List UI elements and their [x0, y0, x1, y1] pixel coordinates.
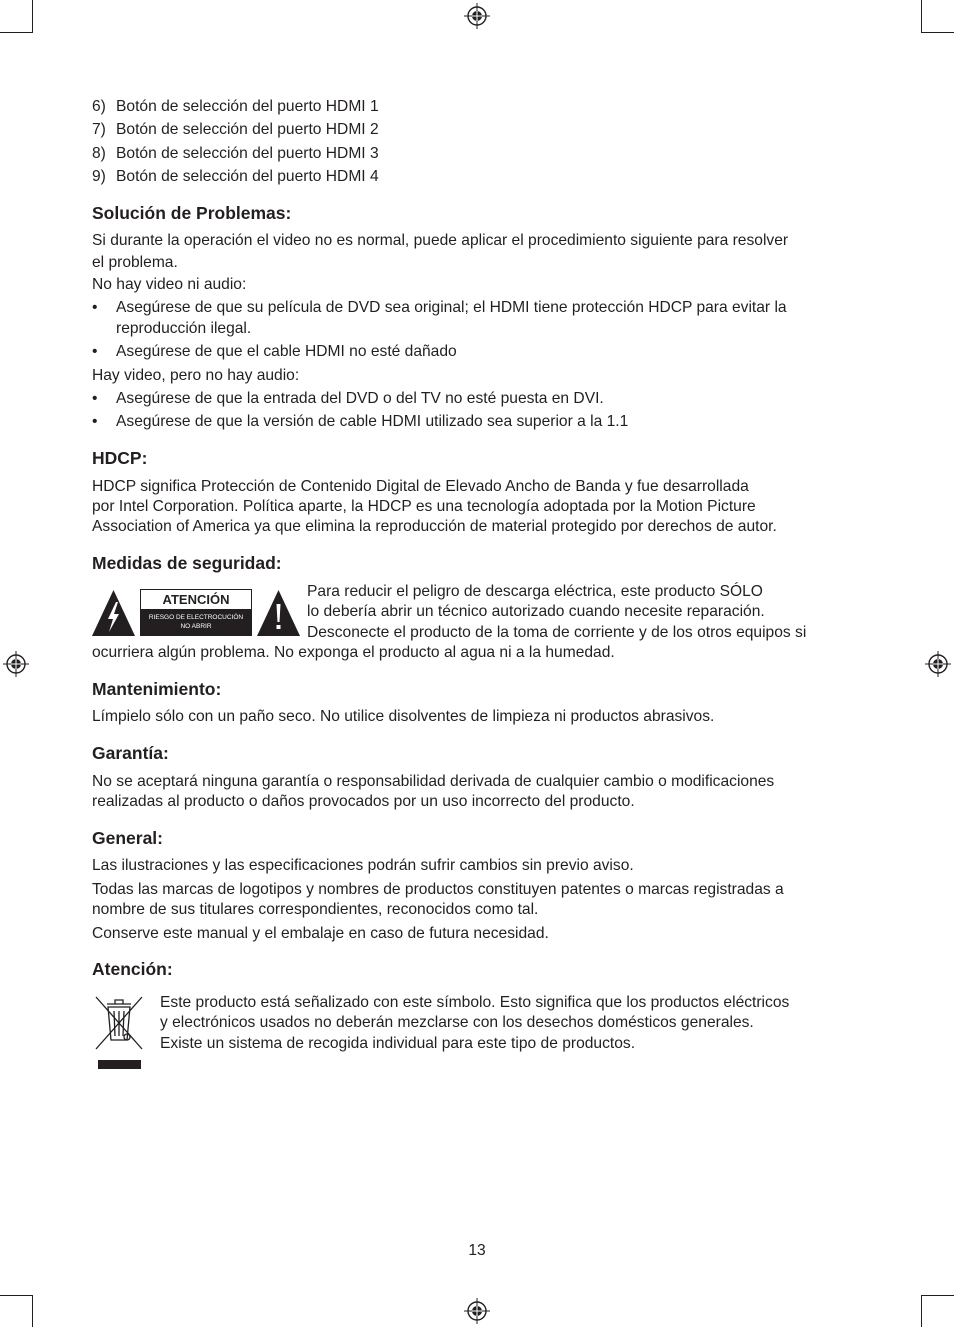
paragraph-line: Si durante la operación el video no es normal, puede aplicar el procedimiento siguiente para resolver: [92, 232, 789, 249]
list-item-number: 6): [92, 98, 106, 115]
registration-mark-icon: [925, 651, 951, 677]
paragraph-line: por Intel Corporation. Política aparte, la HDCP es una tecnología adoptada por la Motion Picture: [92, 498, 756, 515]
crop-mark-bottom-right: [921, 1295, 922, 1327]
page-number: 13: [468, 1242, 486, 1259]
paragraph-line: Existe un sistema de recogida individual para este tipo de productos.: [160, 1035, 636, 1052]
paragraph-line: HDCP significa Protección de Contenido Digital de Elevado Ancho de Banda y fue desarrollada: [92, 478, 749, 495]
crop-mark-bottom-left: [32, 1295, 33, 1327]
paragraph-line: No se aceptará ninguna garantía o responsabilidad derivada de cualquier cambio o modificaciones: [92, 773, 775, 790]
list-item: Botón de selección del puerto HDMI 1: [116, 98, 379, 115]
crop-mark-top-left: [0, 32, 33, 33]
caution-label: [140, 589, 252, 636]
registration-mark-icon: [464, 1298, 490, 1324]
paragraph-line: Todas las marcas de logotipos y nombres de productos constituyen patentes o marcas registradas a: [92, 881, 784, 898]
section-heading-troubleshooting: Solución de Problemas:: [92, 203, 292, 223]
caution-label-title: ATENCIÓN: [141, 590, 251, 609]
paragraph-line: el problema.: [92, 254, 178, 271]
paragraph-line: lo debería abrir un técnico autorizado cuando necesite reparación.: [307, 603, 765, 620]
crop-mark-bottom-right: [921, 1295, 954, 1296]
paragraph-line: Límpielo sólo con un paño seco. No utilice disolventes de limpieza ni productos abrasivos.: [92, 708, 715, 725]
paragraph-line: Este producto está señalizado con este símbolo. Esto significa que los productos eléctricos: [160, 994, 790, 1011]
bullet-text: Asegúrese de que la versión de cable HDMI utilizado sea superior a la 1.1: [116, 413, 629, 430]
crop-mark-top-right: [921, 32, 954, 33]
paragraph-line: Las ilustraciones y las especificaciones podrán sufrir cambios sin previo aviso.: [92, 857, 634, 874]
electric-shock-warning-icon: [91, 589, 136, 637]
list-item: Botón de selección del puerto HDMI 3: [116, 145, 379, 162]
registration-mark-icon: [464, 3, 490, 29]
paragraph-line: No hay video ni audio:: [92, 276, 247, 293]
section-heading-attention: Atención:: [92, 959, 173, 979]
section-heading-safety: Medidas de seguridad:: [92, 553, 282, 573]
list-item-number: 9): [92, 168, 106, 185]
paragraph-line: realizadas al producto o daños provocados por un uso incorrecto del producto.: [92, 793, 635, 810]
bullet-text: Asegúrese de que el cable HDMI no esté dañado: [116, 343, 457, 360]
crop-mark-bottom-left: [0, 1295, 33, 1296]
paragraph-line: Association of America ya que elimina la reproducción de material protegido por derechos de autor.: [92, 518, 777, 535]
paragraph-line: Para reducir el peligro de descarga eléctrica, este producto SÓLO: [307, 583, 763, 600]
crop-mark-top-right: [921, 0, 922, 33]
bullet-text: Asegúrese de que su película de DVD sea original; el HDMI tiene protección HDCP para evitar la: [116, 299, 787, 316]
caution-label-line: NO ABRIR: [180, 623, 212, 630]
paragraph-line: Hay video, pero no hay audio:: [92, 367, 300, 384]
paragraph-line: ocurriera algún problema. No exponga el producto al agua ni a la humedad.: [92, 644, 615, 661]
bullet-text: reproducción ilegal.: [116, 320, 252, 337]
bullet-text: Asegúrese de que la entrada del DVD o del TV no esté puesta en DVI.: [116, 390, 604, 407]
list-item: Botón de selección del puerto HDMI 4: [116, 168, 379, 185]
list-item-number: 8): [92, 145, 106, 162]
weee-crossed-bin-icon: [94, 993, 144, 1071]
bullet: •: [92, 390, 98, 407]
paragraph-line: Desconecte el producto de la toma de corriente y de los otros equipos si: [307, 624, 807, 641]
paragraph-line: y electrónicos usados no deberán mezclarse con los desechos domésticos generales.: [160, 1014, 754, 1031]
registration-mark-icon: [3, 651, 29, 677]
section-heading-hdcp: HDCP:: [92, 448, 148, 468]
paragraph-line: nombre de sus titulares correspondientes, reconocidos como tal.: [92, 901, 539, 918]
section-heading-general: General:: [92, 828, 163, 848]
list-item-number: 7): [92, 121, 106, 138]
paragraph-line: Conserve este manual y el embalaje en caso de futura necesidad.: [92, 925, 549, 942]
bullet: •: [92, 343, 98, 360]
bullet: •: [92, 299, 98, 316]
crop-mark-top-left: [32, 0, 33, 33]
bullet: •: [92, 413, 98, 430]
section-heading-warranty: Garantía:: [92, 743, 169, 763]
list-item: Botón de selección del puerto HDMI 2: [116, 121, 379, 138]
section-heading-maintenance: Mantenimiento:: [92, 679, 222, 699]
exclamation-warning-icon: [256, 589, 301, 637]
caution-label-line: RIESGO DE ELECTROCUCIÓN: [148, 614, 244, 621]
caution-label-body: [141, 609, 251, 635]
